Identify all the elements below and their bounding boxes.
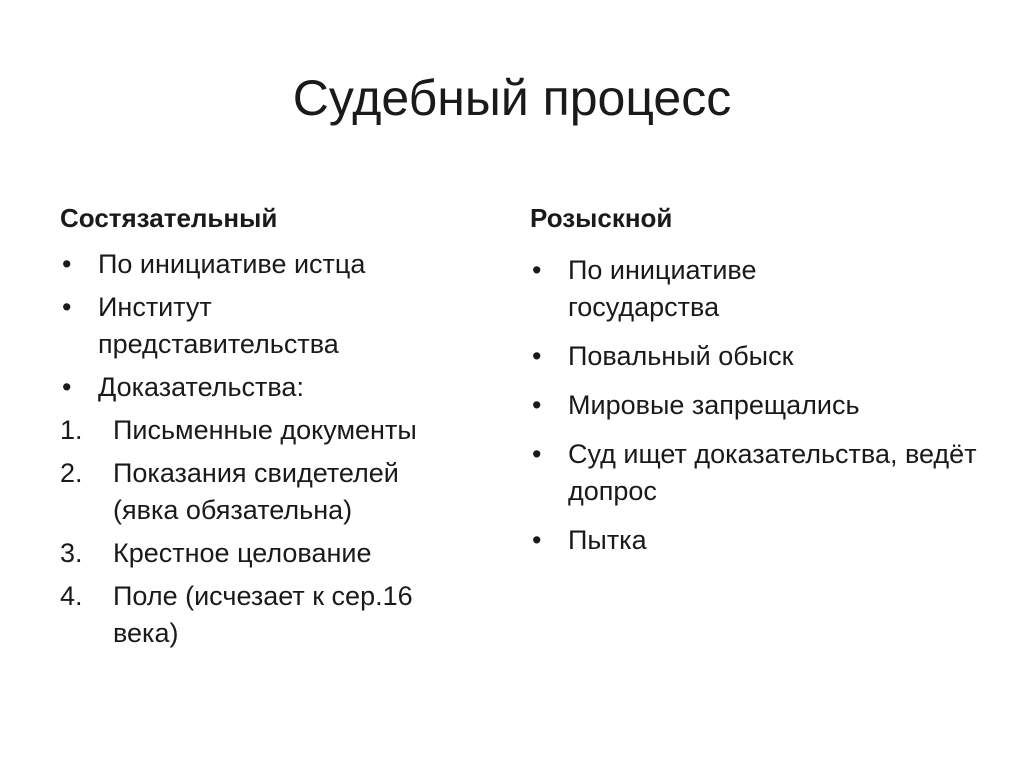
list-item [60,246,500,283]
left-numbered-list [60,412,500,652]
list-item [530,387,970,424]
list-item [60,369,500,406]
item-number: 4. [60,581,83,611]
list-item-text: Суд ищет доказательства, ведёт допрос [568,439,977,506]
list-item-text: Доказательства: [98,372,304,402]
right-column-heading: Розыскной [530,203,673,233]
slide-title: Судебный процесс [292,70,732,126]
item-number: 2. [60,458,83,488]
bullet-icon: • [62,292,72,322]
right-column-inquisitorial [530,196,977,571]
left-column-adversarial [60,196,500,658]
left-column-heading: Состязательный [60,203,278,233]
bullet-icon: • [532,390,542,420]
bullet-icon: • [532,255,542,285]
bullet-icon: • [532,525,542,555]
list-item-text: По инициативе истца [98,249,366,279]
left-bullet-list [60,246,500,406]
numbered-list-item [60,455,453,529]
list-item [530,522,970,559]
list-item-text: Показания свидетелей (явка обязательна) [113,458,399,525]
list-item [60,289,398,363]
item-number: 3. [60,538,83,568]
list-item-text: Институт представительства [98,292,339,359]
list-item-text: Крестное целование [113,538,372,568]
bullet-icon: • [532,341,542,371]
bullet-icon: • [532,439,542,469]
list-item-text: Письменные документы [113,415,417,445]
list-item-text: Пытка [568,525,647,555]
list-item-text: Повальный обыск [568,341,794,371]
list-item-text: Поле (исчезает к сер.16 века) [113,581,413,648]
item-number: 1. [60,415,83,445]
bullet-icon: • [62,249,72,279]
numbered-list-item [60,578,473,652]
bullet-icon: • [62,372,72,402]
list-item-text: По инициативе государства [568,255,757,322]
numbered-list-item [60,535,500,572]
list-item [530,252,818,326]
list-item [530,338,970,375]
numbered-list-item [60,412,500,449]
right-bullet-list [530,252,977,559]
list-item-text: Мировые запрещались [568,390,860,420]
list-item [530,436,988,510]
